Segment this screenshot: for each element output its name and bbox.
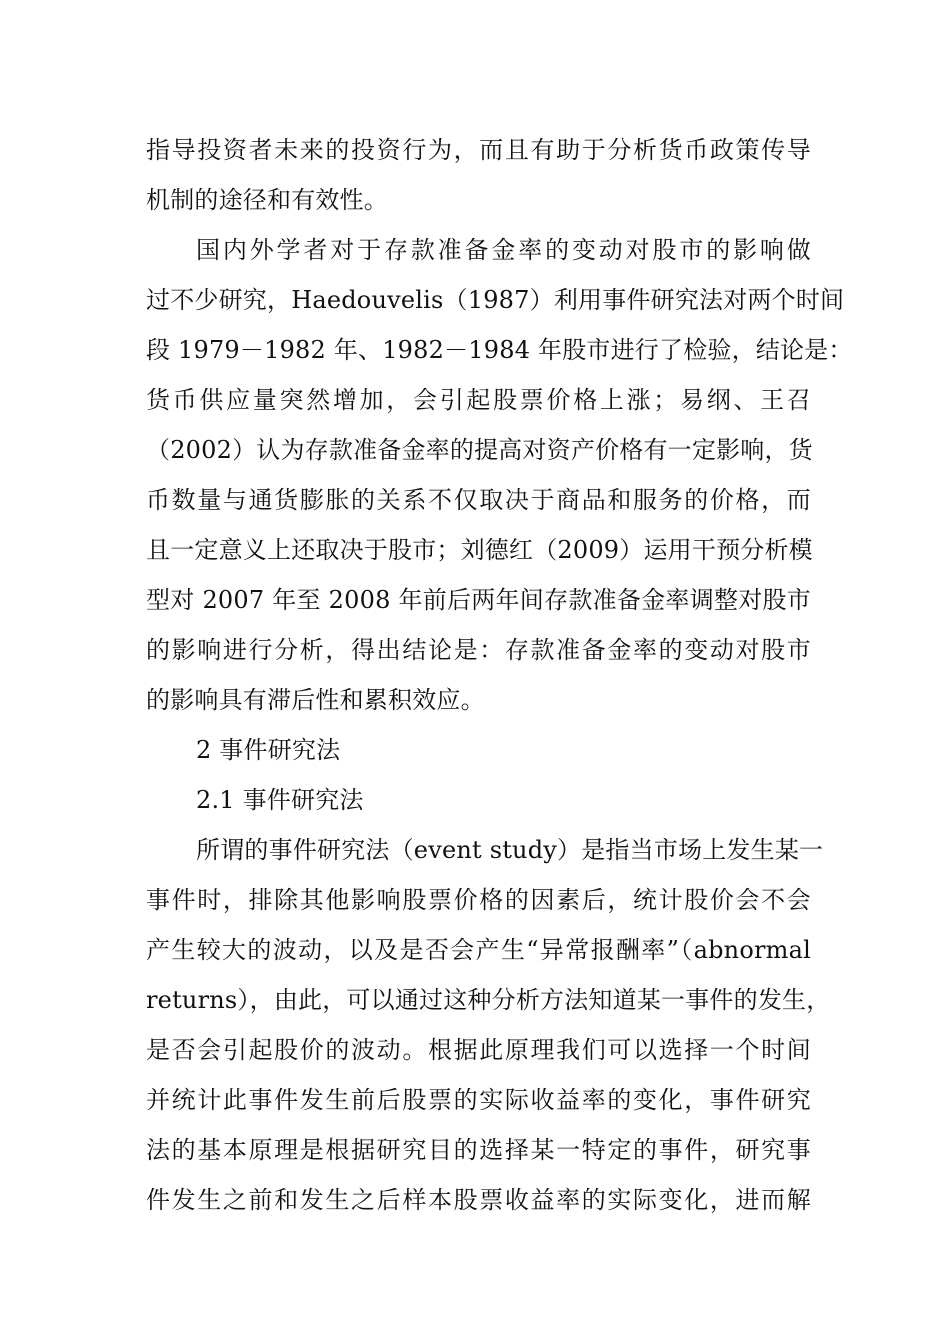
text-line: 事件时，排除其他影响股票价格的因素后，统计股价会不会 xyxy=(146,886,811,914)
text-line: 是否会引起股价的波动。根据此原理我们可以选择一个时间 xyxy=(146,1036,811,1064)
text-line: 件发生之前和发生之后样本股票收益率的实际变化，进而解 xyxy=(146,1186,811,1214)
text-line: 并统计此事件发生前后股票的实际收益率的变化，事件研究 xyxy=(146,1086,811,1114)
text-line: 机制的途径和有效性。 xyxy=(146,186,388,214)
text-line: 指导投资者未来的投资行为，而且有助于分析货币政策传导 xyxy=(146,136,811,164)
text-line: 法的基本原理是根据研究目的选择某一特定的事件，研究事 xyxy=(146,1136,811,1164)
text-line: 过不少研究，Haedouvelis（1987）利用事件研究法对两个时间 xyxy=(146,286,845,314)
text-line: returns），由此，可以通过这种分析方法知道某一事件的发生， xyxy=(146,986,831,1014)
text-line: 币数量与通货膨胀的关系不仅取决于商品和服务的价格，而 xyxy=(146,486,811,514)
text-line: 的影响具有滞后性和累积效应。 xyxy=(146,686,485,714)
text-line: （2002）认为存款准备金率的提高对资产价格有一定影响，货 xyxy=(146,436,813,464)
text-line: 型对 2007 年至 2008 年前后两年间存款准备金率调整对股市 xyxy=(146,586,811,614)
text-line: 的影响进行分析，得出结论是：存款准备金率的变动对股市 xyxy=(146,636,811,664)
paragraph-first-line: 国内外学者对于存款准备金率的变动对股市的影响做 xyxy=(196,236,811,264)
text-line: 货币供应量突然增加，会引起股票价格上涨；易纲、王召 xyxy=(146,386,811,414)
text-line: 段 1979－1982 年、1982－1984 年股市进行了检验，结论是： xyxy=(146,336,853,364)
paragraph-first-line: 所谓的事件研究法（event study）是指当市场上发生某一 xyxy=(196,836,824,864)
section-heading: 2 事件研究法 xyxy=(196,736,341,764)
text-line: 且一定意义上还取决于股市；刘德红（2009）运用干预分析模 xyxy=(146,536,813,564)
text-line: 产生较大的波动，以及是否会产生“异常报酬率”（abnormal xyxy=(146,936,811,964)
subsection-heading: 2.1 事件研究法 xyxy=(196,786,364,814)
